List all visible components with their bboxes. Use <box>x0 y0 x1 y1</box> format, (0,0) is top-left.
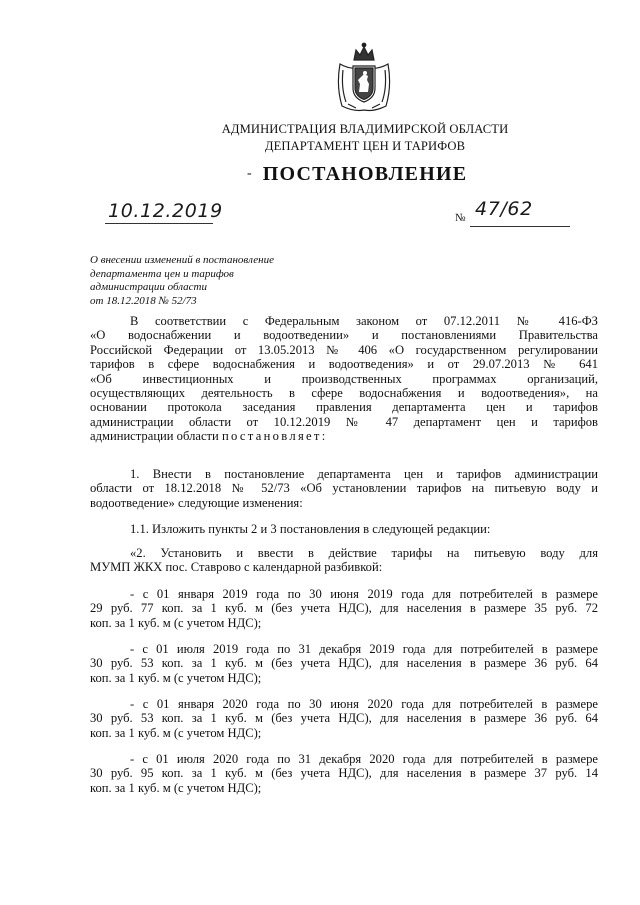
number-prefix: № <box>455 212 466 224</box>
item-2-line: «2. Установить и ввести в действие тарифы на питьевую воду для <box>130 546 598 560</box>
preamble-last-line <box>90 429 598 443</box>
tariff-period <box>90 587 598 630</box>
tariff-period-line: коп. за 1 куб. м (с учетом НДС); <box>90 780 262 795</box>
preamble-line: «О водоснабжении и водоотведении» и постановлениями Правительства <box>90 328 598 343</box>
tariff-period-line: 30 руб. 53 коп. за 1 куб. м (без учета НДС), для населения в размере 36 руб. 64 <box>90 656 598 671</box>
tariff-period-line: 29 руб. 77 коп. за 1 куб. м (без учета НДС), для населения в размере 35 руб. 72 <box>90 601 598 616</box>
item-1-line: области от 18.12.2018 № 52/73 «Об установлении тарифов на питьевую воду и <box>90 481 598 496</box>
tariff-period-line: - с 01 января 2020 года по 30 июня 2020 года для потребителей в размере <box>130 697 598 711</box>
agency-name: АДМИНИСТРАЦИЯ ВЛАДИМИРСКОЙ ОБЛАСТИ <box>221 122 509 136</box>
tariff-period <box>90 642 598 685</box>
subject-line: О внесении изменений в постановление <box>90 254 274 266</box>
subject-line: от 18.12.2018 № 52/73 <box>90 294 197 307</box>
document-type-title: ПОСТАНОВЛЕНИЕ <box>262 163 468 185</box>
department-name: ДЕПАРТАМЕНТ ЦЕН И ТАРИФОВ <box>264 139 466 153</box>
item-1-line: 1. Внести в постановление департамента цен и тарифов администрации <box>130 467 598 481</box>
tariff-period-line: 30 руб. 95 коп. за 1 куб. м (без учета НДС), для населения в размере 37 руб. 14 <box>90 766 598 781</box>
tariff-period-line: коп. за 1 куб. м (с учетом НДС); <box>90 670 262 685</box>
preamble-line: тарифов в сфере водоснабжения и водоотведения» и от 29.07.2013 № 641 <box>90 357 598 372</box>
handwritten-number: 47/62 <box>475 198 533 220</box>
preamble-line: администрации области от 10.12.2019 № 47 департамент цен и тарифов <box>90 414 598 429</box>
number-underline <box>470 226 570 227</box>
coat-of-arms-icon <box>334 42 394 114</box>
tariff-period-line: - с 01 января 2019 года по 30 июня 2019 года для потребителей в размере <box>130 587 598 601</box>
tariff-period-line: коп. за 1 куб. м (с учетом НДС); <box>90 725 262 740</box>
document-subject <box>90 254 350 308</box>
item-1-paragraph <box>90 467 598 510</box>
tariff-period-line: - с 01 июля 2019 года по 31 декабря 2019 года для потребителей в размере <box>130 642 598 656</box>
subject-line: администрации области <box>90 281 207 294</box>
resolves-word: постановляет: <box>221 429 328 444</box>
preamble-line: «Об инвестиционных и производственных программах организаций, <box>90 371 598 386</box>
preamble-end-text: администрации области <box>90 429 219 444</box>
handwritten-date: 10.12.2019 <box>108 200 223 222</box>
subject-line: департамента цен и тарифов <box>90 267 234 280</box>
preamble-line: осуществляющих деятельность в сфере водоснабжения и водоотведения», на <box>90 385 598 400</box>
item-1-1-line: 1.1. Изложить пункты 2 и 3 постановления в следующей редакции: <box>130 522 491 536</box>
item-2-paragraph <box>90 546 598 575</box>
title-dash-mark: - <box>247 166 252 181</box>
preamble-line: основании протокола заседания правления департамента цен и тарифов <box>90 400 598 415</box>
item-1-line: водоотведение» следующие изменения: <box>90 495 303 510</box>
item-2-line: МУМП ЖКХ пос. Ставрово с календарной разбивкой: <box>90 560 383 575</box>
preamble-line: В соответствии с Федеральным законом от 07.12.2011 № 416-ФЗ <box>130 314 598 328</box>
date-underline <box>105 223 213 224</box>
tariff-period-line: 30 руб. 53 коп. за 1 куб. м (без учета НДС), для населения в размере 36 руб. 64 <box>90 711 598 726</box>
item-1-1-paragraph <box>90 522 598 536</box>
tariff-period-line: коп. за 1 куб. м (с учетом НДС); <box>90 615 262 630</box>
tariff-period <box>90 697 598 740</box>
preamble-paragraph <box>90 314 598 444</box>
tariff-period <box>90 752 598 795</box>
tariff-period-line: - с 01 июля 2020 года по 31 декабря 2020 года для потребителей в размере <box>130 752 598 766</box>
preamble-line: Российской Федерации от 13.05.2013 № 406 «О государственном регулировании <box>90 342 598 357</box>
